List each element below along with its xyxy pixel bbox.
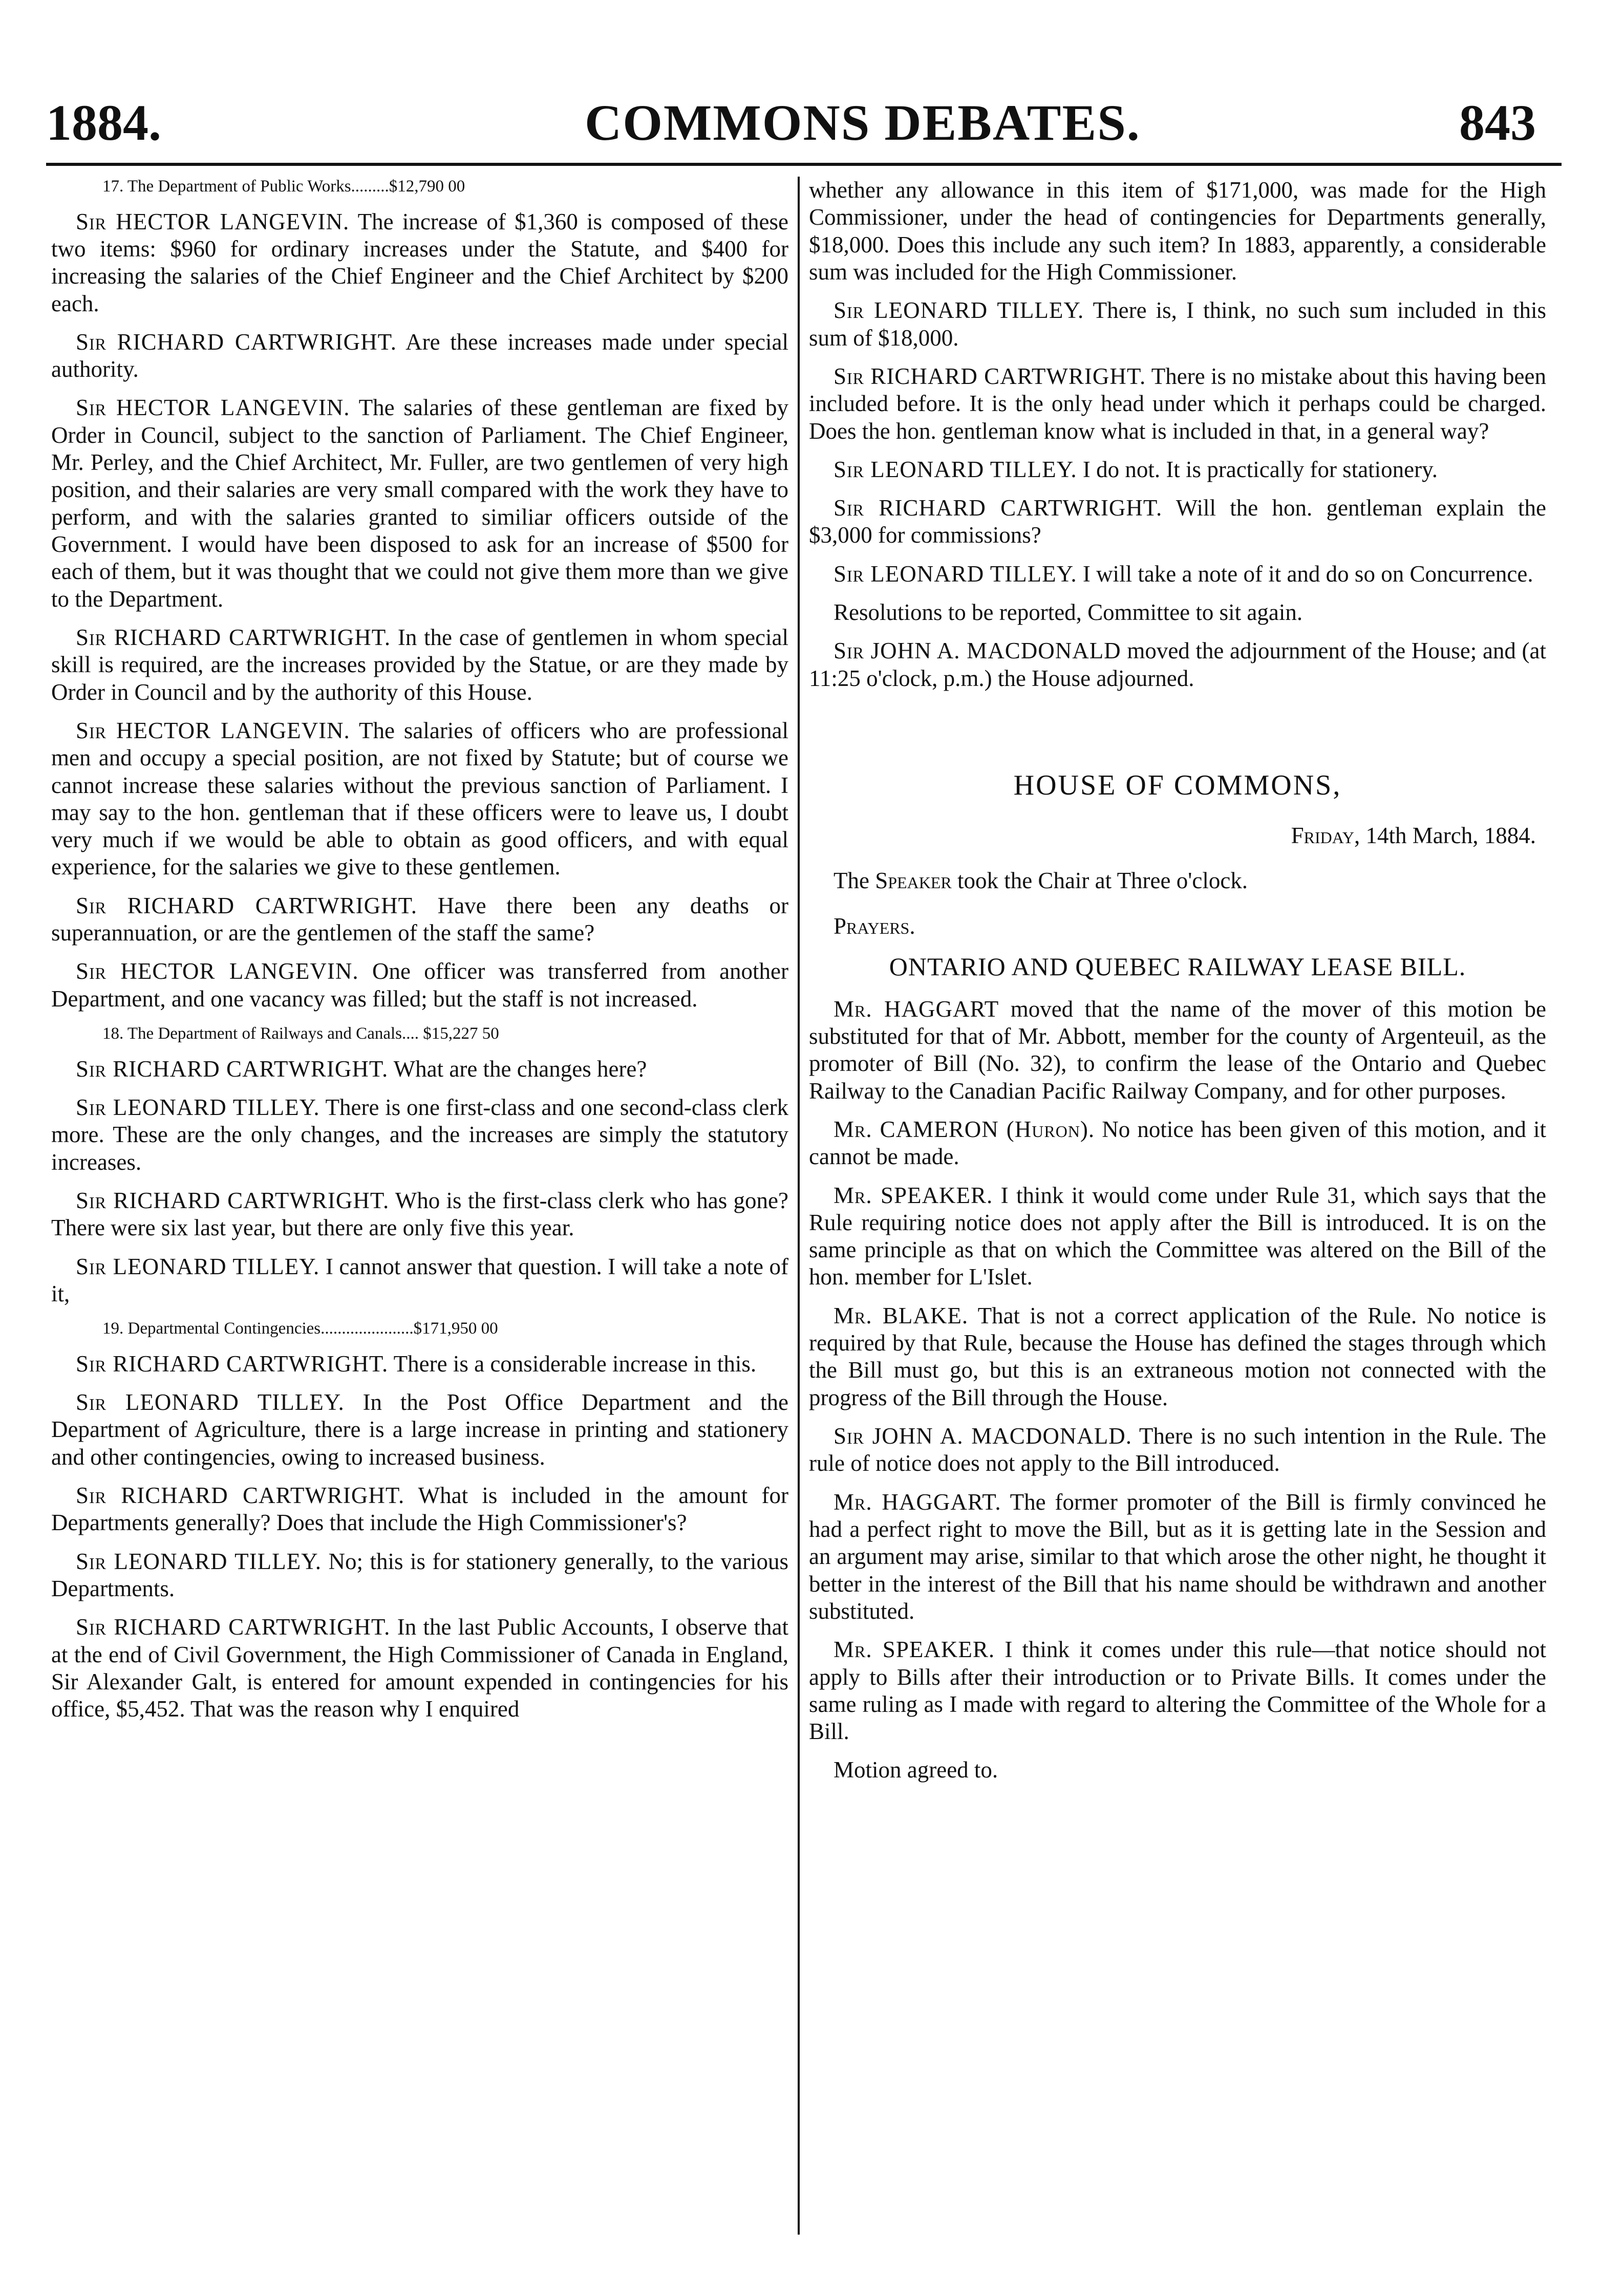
speech-text: Will the hon. gentleman explain the $3,000 for commissions?	[809, 495, 1546, 548]
speech-paragraph	[809, 363, 1546, 445]
proceedings-note: Resolutions to be reported, Committee to sit again.	[834, 599, 1303, 626]
speaker-name: Sir LEONARD TILLEY.	[76, 1389, 345, 1416]
continued-text: whether any allowance in this item of $171,000, was made for the High Commissioner, under the head of contingencies for Departments generally, $18,000. Does this include any such item? In 1883, apparently, a considerable sum was included for the High Commissioner.	[809, 177, 1546, 285]
speech-paragraph	[809, 495, 1546, 549]
speech-paragraph	[51, 1056, 788, 1083]
speaker-name: Sir RICHARD CARTWRIGHT.	[76, 1482, 405, 1508]
speech-paragraph	[51, 1094, 788, 1176]
date-rest: 14th March, 1884.	[1365, 823, 1536, 848]
speaker-name: Sir HECTOR LANGEVIN.	[76, 395, 350, 421]
speaker-name: Mr. BLAKE.	[834, 1302, 969, 1328]
prayers-label: Prayers.	[834, 913, 915, 939]
speech-paragraph	[51, 208, 788, 317]
speech-text: No; this is for stationery generally, to the various Departments.	[51, 1548, 788, 1601]
speech-text: moved that the name of the mover of this motion be substituted for that of Mr. Abbott, member for the county of Argenteuil, as the promoter of Bill (No. 32), to confirm the lease of the Ontario and Quebec Railway to the Canadian Pacific Railway Company, and for other purposes.	[809, 996, 1546, 1104]
speaker-name: Mr. SPEAKER.	[834, 1637, 995, 1663]
speech-text: Are these increases made under special authority.	[51, 329, 788, 382]
speaker-name: Sir LEONARD TILLEY.	[834, 561, 1077, 587]
chair-post: took the Chair at Three o'clock.	[957, 868, 1248, 893]
header-title: COMMONS DEBATES.	[585, 94, 1141, 151]
speech-paragraph	[51, 1389, 788, 1471]
speech-text: I think it comes under this rule—that notice should not apply to Bills after their introduction or to Private Bills. It comes under the same ruling as I made with regard to altering the Committee of the Whole for a Bill.	[809, 1637, 1546, 1745]
speech-text: There is one first-class and one second-class clerk more. These are the only changes, and the increases are simply the statutory increases.	[51, 1094, 788, 1175]
estimate-item-17: 17. The Department of Public Works.........$12,790 00	[102, 177, 465, 196]
speech-paragraph	[51, 1548, 788, 1603]
speaker-name: Sir HECTOR LANGEVIN.	[76, 208, 350, 234]
speaker-name: Sir RICHARD CARTWRIGHT.	[76, 1614, 391, 1640]
speech-text: I cannot answer that question. I will take a note of it,	[51, 1253, 788, 1306]
speech-paragraph	[809, 996, 1546, 1105]
speaker-name: Sir LEONARD TILLEY.	[76, 1548, 322, 1574]
speaker-name: Sir LEONARD TILLEY.	[834, 297, 1084, 324]
speech-text: In the last Public Accounts, I observe that at the end of Civil Government, the High Commissioner of Canada in England, Sir Alexander Galt, is entered for amount expended in contingencies for his office, $5,452. That was the reason why I enquired	[51, 1614, 788, 1722]
speech-paragraph	[809, 1182, 1546, 1291]
speech-text: One officer was transferred from another Department, and one vacancy was filled; but the staff is not increased.	[51, 958, 788, 1012]
speaker-name: Sir RICHARD CARTWRIGHT.	[76, 1187, 390, 1213]
speech-paragraph	[809, 561, 1546, 588]
speech-paragraph	[51, 1350, 788, 1378]
speech-text: The salaries of officers who are professional men and occupy a special position, are not fixed by Statute; but of course we cannot increase these salaries without the previous sanction of Parliament. I may say to the hon. gentleman that if these officers were to leave us, I doubt very much if we would be able to obtain as good officers, and with equal experience, for the salaries we give to these gentlemen.	[51, 717, 788, 880]
speech-text: The increase of $1,360 is composed of these two items: $960 for ordinary increases under the Statute, and $400 for increasing the salaries of the Chief Engineer and the Chief Architect by $200 each.	[51, 208, 788, 316]
house-heading: HOUSE OF COMMONS,	[1013, 769, 1342, 801]
speaker-name: Sir RICHARD CARTWRIGHT.	[834, 363, 1146, 389]
left-column	[51, 177, 788, 2201]
speech-paragraph	[51, 329, 788, 383]
right-column	[809, 177, 1546, 2201]
speaker-name: Sir RICHARD CARTWRIGHT.	[76, 1350, 389, 1377]
prayers-note	[809, 913, 1546, 940]
date-day: Friday,	[1291, 823, 1360, 848]
speech-text: What are the changes here?	[393, 1056, 647, 1082]
speech-text: moved the adjournment of the House; and (at 11:25 o'clock, p.m.) the House adjourned.	[809, 638, 1546, 691]
speaker-name: Sir RICHARD CARTWRIGHT.	[76, 329, 397, 355]
speech-paragraph	[809, 637, 1546, 692]
speech-text: No notice has been given of this motion, and it cannot be made.	[809, 1116, 1546, 1170]
speech-paragraph	[809, 1423, 1546, 1477]
speaker-name: Sir LEONARD TILLEY.	[76, 1094, 320, 1120]
speaker-name: Mr. SPEAKER.	[834, 1182, 993, 1208]
speech-text: What is included in the amount for Departments generally? Does that include the High Commissioner's?	[51, 1482, 788, 1536]
speaker-name: Mr. CAMERON (Huron).	[834, 1116, 1095, 1142]
speech-paragraph	[809, 1489, 1546, 1625]
column-divider	[798, 177, 800, 2235]
speech-paragraph	[51, 394, 788, 613]
speech-paragraph	[51, 958, 788, 1013]
speaker-name: Mr. HAGGART	[834, 996, 999, 1022]
estimate-item-18: 18. The Department of Railways and Canals.... $15,227 50	[102, 1024, 499, 1043]
speech-paragraph	[51, 1482, 788, 1537]
speech-text: There is, I think, no such sum included in this sum of $18,000.	[809, 297, 1546, 351]
speaker-chair-note	[809, 867, 1546, 894]
header-page-number: 843	[1459, 94, 1536, 151]
speech-text: There is no such intention in the Rule. The rule of notice does not apply to the Bill introduced.	[809, 1423, 1546, 1476]
speech-paragraph	[51, 1614, 788, 1723]
bill-heading: ONTARIO AND QUEBEC RAILWAY LEASE BILL.	[889, 952, 1466, 981]
speech-paragraph	[809, 1116, 1546, 1171]
speech-text: There is no mistake about this having been included before. It is the only head under which it perhaps could be charged. Does the hon. gentleman know what is included in that, in a general way?	[809, 363, 1546, 444]
speech-text: I do not. It is practically for stationery.	[1082, 456, 1438, 482]
speaker-name: Sir JOHN A. MACDONALD	[834, 638, 1121, 664]
speech-text: I will take a note of it and do so on Concurrence.	[1082, 561, 1533, 587]
header-year: 1884.	[46, 94, 161, 151]
speech-text: Have there been any deaths or superannuation, or are the gentlemen of the staff the same?	[51, 892, 788, 946]
speech-text: In the Post Office Department and the Department of Agriculture, there is a large increase in printing and stationery and other contingencies, owing to increased business.	[51, 1389, 788, 1470]
speaker-name: Sir JOHN A. MACDONALD.	[834, 1423, 1132, 1449]
speech-text: The former promoter of the Bill is firmly convinced he had a perfect right to move the Bill, but as it is getting late in the Session and an argument may arise, similar to that which arose the other night, he thought it better in the interest of the Bill that his name should be withdrawn and another substituted.	[809, 1489, 1546, 1624]
speaker-name: Mr. HAGGART.	[834, 1489, 1001, 1515]
speech-text: In the case of gentlemen in whom special skill is required, are the increases provided by the Statue, or are they made by Order in Council and by the authority of this House.	[51, 624, 788, 705]
speech-paragraph	[51, 624, 788, 706]
speech-text: That is not a correct application of the Rule. No notice is required by that Rule, because the House has defined the stages through which the Bill must go, but this is an extraneous motion not connected with the progress of the Bill through the House.	[809, 1302, 1546, 1410]
speech-paragraph	[51, 717, 788, 881]
speech-text: There is a considerable increase in this.	[393, 1350, 757, 1377]
header-rule	[46, 163, 1562, 166]
speaker-name: Sir HECTOR LANGEVIN.	[76, 717, 350, 743]
speech-paragraph	[809, 297, 1546, 352]
speech-text: Who is the first-class clerk who has gone? There were six last year, but there are only five this year.	[51, 1187, 788, 1241]
speech-paragraph	[51, 1253, 788, 1308]
speaker-name: Sir HECTOR LANGEVIN.	[76, 958, 359, 984]
chair-pre: The	[834, 868, 869, 893]
speech-text: I think it would come under Rule 31, which says that the Rule requiring notice does not apply after the Bill is introduced. It is on the same principle as that on which the Committee was altered on the Bill of the hon. member for L'Islet.	[809, 1182, 1546, 1290]
speaker-name: Sir RICHARD CARTWRIGHT.	[76, 624, 391, 650]
speech-paragraph	[809, 456, 1546, 483]
speech-paragraph	[51, 892, 788, 947]
motion-result: Motion agreed to.	[834, 1757, 998, 1783]
chair-speaker: Speaker	[875, 868, 952, 893]
speaker-name: Sir RICHARD CARTWRIGHT.	[76, 1056, 389, 1082]
speaker-name: Sir LEONARD TILLEY.	[834, 456, 1077, 482]
estimate-item-19: 19. Departmental Contingencies......................$171,950 00	[102, 1319, 498, 1338]
speaker-name: Sir RICHARD CARTWRIGHT.	[76, 892, 417, 918]
speech-paragraph	[809, 1636, 1546, 1745]
speaker-name: Sir LEONARD TILLEY.	[76, 1253, 320, 1279]
speech-paragraph	[809, 1302, 1546, 1411]
dateline	[809, 822, 1536, 849]
speech-paragraph	[51, 1187, 788, 1242]
speech-text: The salaries of these gentleman are fixed by Order in Council, subject to the sanction of Parliament. The Chief Engineer, Mr. Perley, and the Chief Architect, Mr. Fuller, are two gentlemen of very high position, and their salaries are very small compared with the work they have to perform, and with the salaries granted to similiar officers outside of the Government. I would have been disposed to ask for an increase of $500 for each of them, but it was thought that we could not give them more than we give to the Department.	[51, 395, 788, 612]
speaker-name: Sir RICHARD CARTWRIGHT.	[834, 495, 1163, 521]
